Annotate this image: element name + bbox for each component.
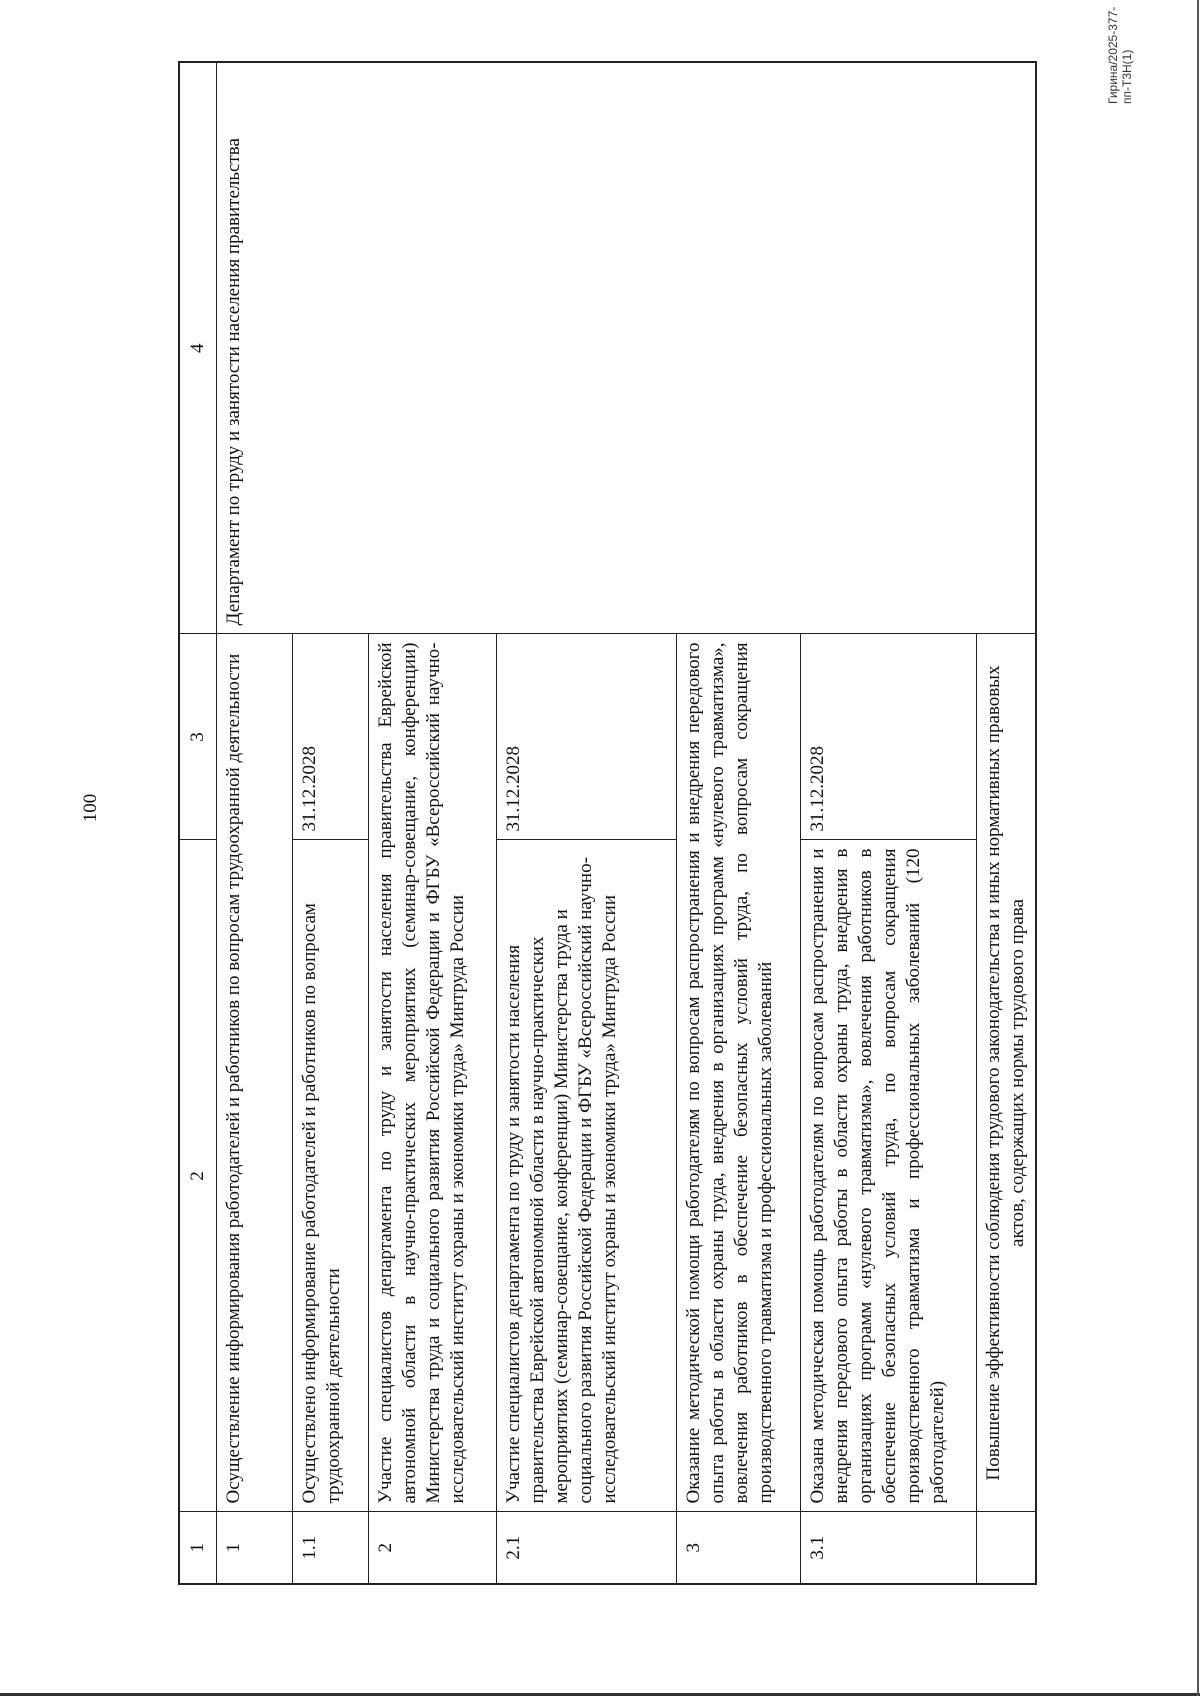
row-text: Оказана методическая помощь работодателям по вопросам распространения и внедрения передового опыта работы в области охраны труда, внедрения в организациях программ «нулевого травматизма», вовлечения работников в обеспечение безопасных условий труда, по вопросам сокращения производственного травматизма и профессиональных заболеваний (120 работодателей) xyxy=(801,840,977,1512)
row-number: 1.1 xyxy=(293,1512,369,1584)
row-text: Осуществлено информирование работодателей и работников по вопросам трудоохранной деятельности xyxy=(293,840,369,1512)
scan-edge-bottom xyxy=(1197,0,1199,1696)
table-row xyxy=(217,62,293,1584)
row-text: Участие специалистов департамента по труду и занятости населения правительства Еврейской автономной области в научно-практических мероприятиях (семинар-совещание, конференции) Министерства труда и социального развития Российской Федерации и ФГБУ «Всероссийский научно-исследовательский институт охраны и экономики труда» Минтруда России xyxy=(497,840,677,1512)
row-number: 2.1 xyxy=(497,1512,677,1584)
header-col-3: 3 xyxy=(179,634,217,840)
row-number: 1 xyxy=(217,1512,293,1584)
row-number: 2 xyxy=(369,1512,497,1584)
footer-code: Гирина/2025-377-пп-Т3Н(1) xyxy=(1106,6,1134,104)
section-number xyxy=(977,1512,1037,1584)
plan-table xyxy=(178,61,1037,1585)
row-text: Участие специалистов департамента по труду и занятости населения правительства Еврейской автономной области в научно-практических мероприятиях (семинар-совещание, конференции) Министерства труда и социального развития Российской Федерации и ФГБУ «Всероссийский научно-исследовательский институт охраны и экономики труда» Минтруда России xyxy=(369,634,497,1512)
section-title: Повышение эффективности соблюдения трудового законодательства и иных нормативных правовых актов, содержащих нормы трудового права xyxy=(977,634,1037,1512)
row-text: Оказание методической помощи работодателям по вопросам распространения и внедрения передового опыта работы в области охраны труда, внедрения в организациях программ «нулевого травматизма», вовлечения работников в обеспечение безопасных условий труда, по вопросам сокращения производственного травматизма и профессиональных заболеваний xyxy=(677,634,801,1512)
responsible-cell: Департамент по труду и занятости населения правительства xyxy=(217,62,1037,634)
header-col-1: 1 xyxy=(179,1512,217,1584)
row-date: 31.12.2028 xyxy=(801,634,977,840)
row-date: 31.12.2028 xyxy=(497,634,677,840)
row-number: 3.1 xyxy=(801,1512,977,1584)
row-number: 3 xyxy=(677,1512,801,1584)
row-text: Осуществление информирования работодателей и работников по вопросам трудоохранной деятельности xyxy=(217,634,293,1512)
header-col-2: 2 xyxy=(179,840,217,1512)
header-col-4: 4 xyxy=(179,62,217,634)
row-date: 31.12.2028 xyxy=(293,634,369,840)
header-row xyxy=(179,62,217,1584)
page-number: 100 xyxy=(80,793,101,823)
